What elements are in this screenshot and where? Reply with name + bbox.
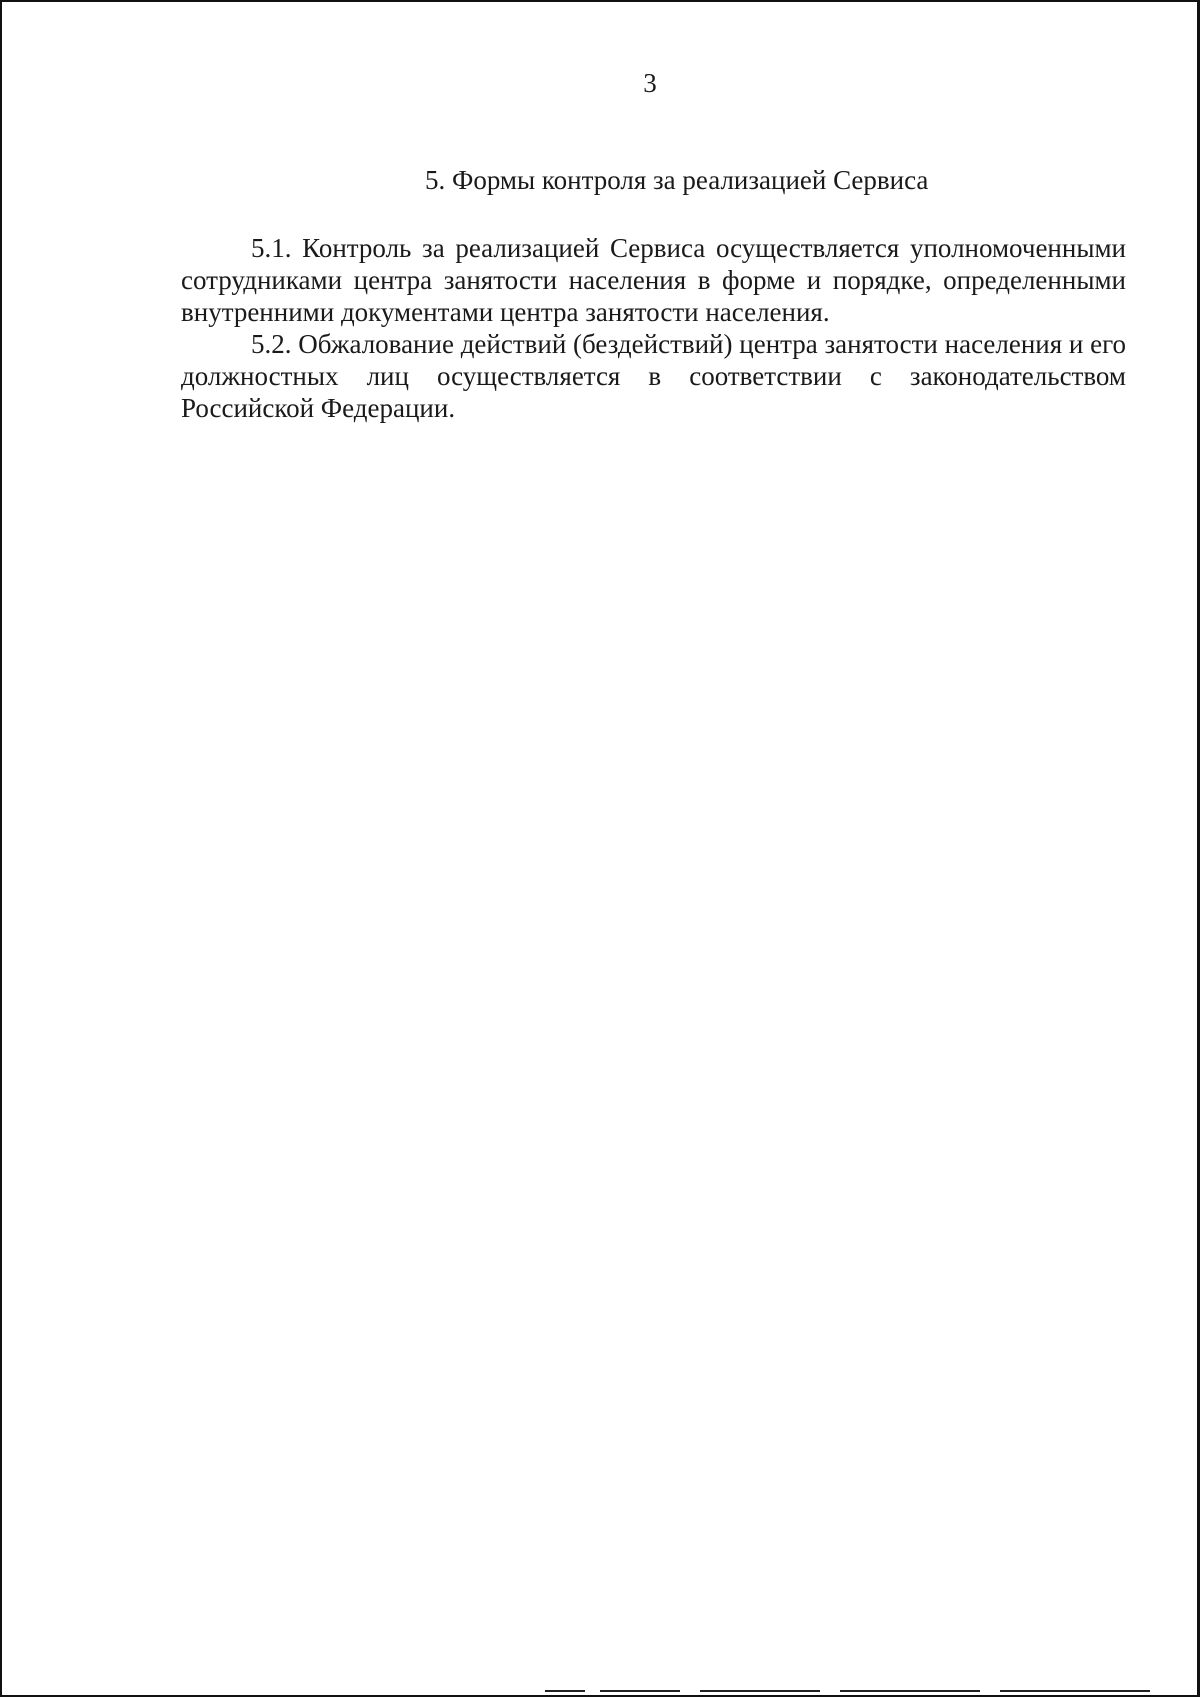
scan-artifact-dash: [600, 1690, 680, 1692]
paragraph-5-2: 5.2. Обжалование действий (бездействий) центра занятости населения и его должностных лиц осуществляется в соответствии с законодательством Российской Федерации.: [181, 329, 1126, 423]
scan-artifact-dash: [545, 1690, 585, 1692]
section-heading: 5. Формы контроля за реализацией Сервиса: [425, 165, 929, 195]
scan-border-left: [0, 0, 2, 1697]
paragraph-5-1: 5.1. Контроль за реализацией Сервиса осуществляется уполномоченными сотрудниками центра занятости населения в форме и порядке, определенными внутренними документами центра занятости населения.: [181, 233, 1126, 327]
scan-artifact-dash: [700, 1690, 820, 1692]
scan-border-top: [0, 0, 1200, 2]
body-text: [181, 232, 1126, 424]
scan-artifact-dash: [840, 1690, 980, 1692]
page-number: 3: [643, 68, 657, 98]
scan-artifact-dash: [1000, 1690, 1150, 1692]
